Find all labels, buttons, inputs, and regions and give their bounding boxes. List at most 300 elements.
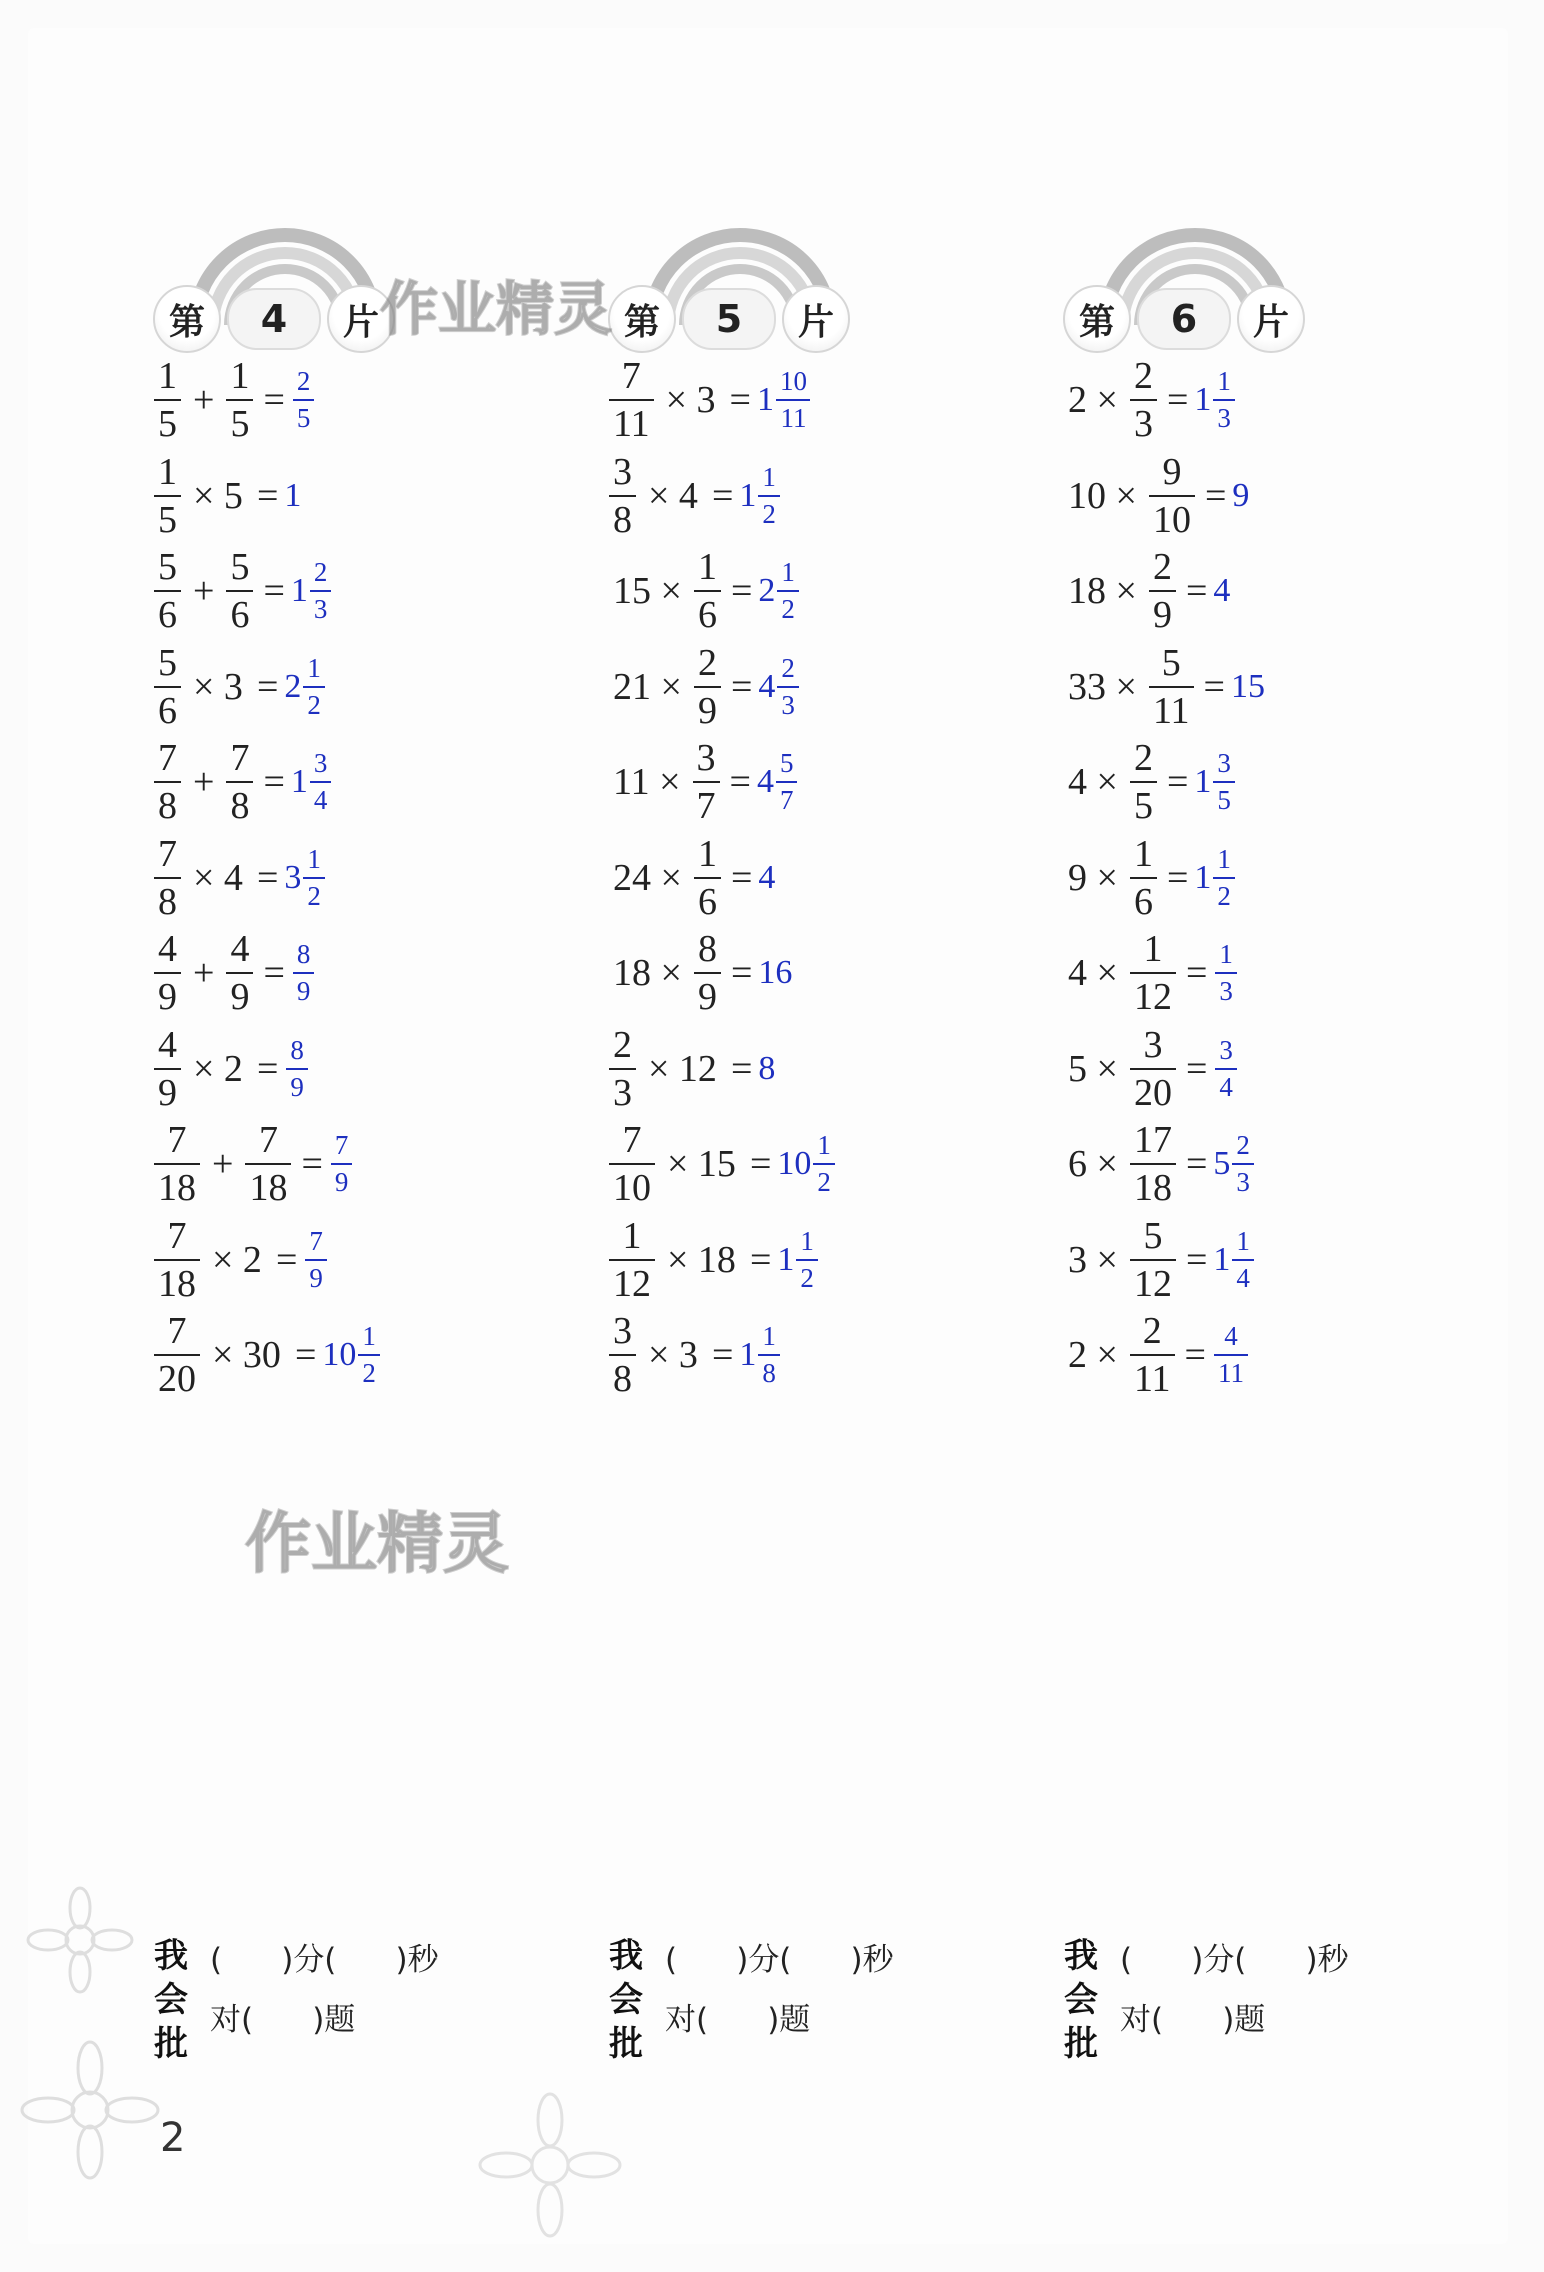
answer-whole: 10 <box>322 1336 357 1373</box>
numerator: 1 <box>1217 843 1231 874</box>
grading-footer <box>1060 1930 1490 2080</box>
denominator: 12 <box>1130 1259 1176 1303</box>
time-record: ( )分( )秒 <box>1120 1942 1349 1978</box>
denominator: 6 <box>1130 877 1157 921</box>
header-suffix-cloud: 片 <box>782 285 850 353</box>
fraction <box>1130 1023 1176 1114</box>
equals-sign: = <box>256 1047 279 1090</box>
answer <box>322 1323 382 1387</box>
operator: 4 × <box>1068 952 1118 994</box>
fraction <box>154 1312 200 1398</box>
answer <box>1213 941 1239 1005</box>
denominator: 9 <box>154 972 181 1016</box>
fraction <box>293 368 315 432</box>
equals-sign: = <box>256 665 279 708</box>
denominator: 8 <box>609 495 636 539</box>
numerator: 7 <box>622 1119 642 1161</box>
denominator: 2 <box>358 1354 380 1387</box>
operator: × 4 <box>193 856 243 899</box>
grading-label-char: 批 <box>1064 2024 1098 2064</box>
grading-label <box>154 1934 194 2066</box>
denominator: 2 <box>303 877 325 910</box>
answer-whole: 3 <box>284 858 302 896</box>
fraction <box>331 1132 353 1196</box>
denominator: 3 <box>777 686 799 719</box>
equals-sign: = <box>730 665 753 708</box>
fraction <box>776 750 798 814</box>
header-suffix-cloud: 片 <box>1237 285 1305 353</box>
denominator: 5 <box>1130 781 1157 825</box>
answer-whole: 1 <box>284 476 302 514</box>
operator: 24 × <box>613 856 682 899</box>
numerator: 2 <box>1236 1130 1250 1160</box>
fraction <box>154 930 181 1016</box>
denominator: 9 <box>154 1068 181 1112</box>
numerator: 1 <box>307 843 321 874</box>
numerator: 17 <box>1133 1119 1172 1161</box>
operator: 2 × <box>1068 1334 1118 1376</box>
operator: + <box>193 761 215 803</box>
header-prefix-cloud: 第 <box>153 285 221 353</box>
numerator: 2 <box>1142 1310 1162 1352</box>
operator: × 12 <box>648 1047 717 1090</box>
operator: × 2 <box>193 1047 243 1090</box>
fraction <box>154 450 181 541</box>
denominator: 6 <box>694 877 721 921</box>
denominator: 11 <box>1149 686 1194 730</box>
numerator: 7 <box>167 1214 187 1257</box>
answer-whole: 1 <box>739 1336 757 1373</box>
problem-row <box>1060 1295 1490 1415</box>
denominator: 6 <box>694 590 721 634</box>
denominator: 5 <box>154 495 181 539</box>
answer <box>739 461 782 529</box>
numerator: 2 <box>697 641 717 684</box>
fraction <box>1130 357 1157 443</box>
answer <box>284 652 327 720</box>
numerator: 8 <box>296 939 311 969</box>
column-2 <box>605 0 1035 2272</box>
numerator: 2 <box>296 366 311 396</box>
column-1 <box>150 0 580 2272</box>
numerator: 2 <box>313 557 328 587</box>
numerator: 1 <box>1219 939 1233 969</box>
fraction <box>609 1023 636 1114</box>
numerator: 7 <box>309 1225 323 1256</box>
equals-sign: = <box>1203 665 1225 708</box>
numerator: 9 <box>1162 450 1182 493</box>
column-3 <box>1060 0 1490 2272</box>
denominator: 3 <box>1130 399 1157 443</box>
operator: 4 × <box>1068 761 1118 803</box>
denominator: 8 <box>154 781 181 825</box>
denominator: 9 <box>694 686 721 730</box>
fraction <box>609 1121 655 1207</box>
operator: 33 × <box>1068 665 1137 708</box>
grading-label-char: 我 <box>609 1936 643 1976</box>
fraction <box>1213 750 1235 814</box>
equals-sign: = <box>256 856 279 899</box>
header-prefix-cloud: 第 <box>608 285 676 353</box>
numerator: 5 <box>1143 1214 1163 1257</box>
numerator: 5 <box>1161 641 1181 684</box>
denominator: 5 <box>226 399 253 443</box>
denominator: 12 <box>609 1259 655 1303</box>
operator: × 3 <box>665 379 716 421</box>
fraction <box>813 1132 835 1196</box>
fraction <box>609 357 654 443</box>
header-prefix-cloud: 第 <box>1063 285 1131 353</box>
numerator: 7 <box>621 355 641 397</box>
numerator: 3 <box>1143 1023 1163 1066</box>
numerator: 3 <box>613 450 632 493</box>
fraction <box>758 1323 780 1387</box>
answer <box>777 1225 820 1293</box>
denominator: 9 <box>694 972 721 1016</box>
fraction <box>1130 930 1176 1016</box>
numerator: 7 <box>167 1310 187 1352</box>
denominator: 2 <box>303 686 325 719</box>
answer <box>758 559 801 623</box>
numerator: 1 <box>230 355 250 397</box>
answer <box>1213 572 1230 610</box>
denominator: 20 <box>1130 1068 1176 1112</box>
equals-sign: = <box>729 761 751 803</box>
numerator: 3 <box>696 737 716 779</box>
grading-label <box>1064 1934 1104 2066</box>
fraction <box>1149 450 1195 541</box>
equals-sign: = <box>275 1238 298 1281</box>
fraction <box>693 739 720 825</box>
operator: 2 × <box>1068 379 1118 421</box>
fraction <box>1130 1214 1176 1305</box>
grading-label-char: 我 <box>154 1936 188 1976</box>
correct-count: 对( )题 <box>1120 2002 1266 2038</box>
correct-count: 对( )题 <box>665 2002 811 2038</box>
answer <box>1213 1034 1239 1102</box>
header-number: 4 <box>227 288 321 350</box>
section-header <box>600 225 1020 345</box>
time-record: ( )分( )秒 <box>665 1942 894 1978</box>
equals-sign: = <box>294 1334 317 1376</box>
answer-whole: 4 <box>1213 572 1231 609</box>
denominator: 8 <box>154 877 181 921</box>
answer <box>757 750 800 814</box>
fraction <box>1130 739 1157 825</box>
answer-whole: 16 <box>758 954 793 991</box>
numerator: 4 <box>1224 1321 1238 1351</box>
fraction <box>305 1225 327 1293</box>
numerator: 1 <box>158 450 177 493</box>
numerator: 7 <box>230 737 250 779</box>
denominator: 10 <box>1149 495 1195 539</box>
denominator: 18 <box>154 1259 200 1303</box>
answer <box>1212 1323 1250 1387</box>
numerator: 5 <box>779 748 794 778</box>
denominator: 3 <box>310 590 332 623</box>
numerator: 5 <box>158 641 177 684</box>
equals-sign: = <box>1185 952 1208 994</box>
numerator: 8 <box>697 928 717 970</box>
operator: 9 × <box>1068 856 1118 899</box>
operator: 5 × <box>1068 1047 1118 1090</box>
numerator: 3 <box>313 748 328 778</box>
answer-whole: 9 <box>1232 476 1250 514</box>
operator: 6 × <box>1068 1143 1118 1185</box>
answer-whole: 10 <box>777 1145 812 1182</box>
operator: 10 × <box>1068 474 1137 517</box>
grading-label-char: 会 <box>154 1980 188 2020</box>
denominator: 8 <box>226 781 253 825</box>
answer <box>1213 1225 1256 1293</box>
denominator: 11 <box>1130 1354 1175 1398</box>
numerator: 1 <box>762 461 776 492</box>
answer-whole: 2 <box>758 572 776 609</box>
header-number: 6 <box>1137 288 1231 350</box>
answer <box>777 1132 837 1196</box>
fraction <box>154 357 181 443</box>
denominator: 3 <box>1215 972 1237 1005</box>
fraction <box>226 548 253 634</box>
fraction <box>777 652 799 720</box>
section-header <box>145 225 565 345</box>
answer-whole: 4 <box>758 667 776 705</box>
fraction <box>1149 548 1176 634</box>
denominator: 4 <box>1215 1068 1237 1101</box>
denominator: 9 <box>305 1259 327 1292</box>
answer <box>1213 1132 1256 1196</box>
numerator: 3 <box>1217 748 1231 778</box>
answer <box>1194 368 1237 432</box>
answer <box>284 477 301 515</box>
grading-label-char: 会 <box>1064 1980 1098 2020</box>
numerator: 2 <box>781 652 795 683</box>
denominator: 4 <box>1232 1259 1254 1292</box>
answer-whole: 1 <box>1194 381 1212 418</box>
numerator: 7 <box>334 1130 349 1160</box>
numerator: 4 <box>158 928 177 970</box>
answer <box>758 954 792 992</box>
answer <box>758 652 801 720</box>
equals-sign: = <box>729 379 751 421</box>
answer-whole: 2 <box>284 667 302 705</box>
fraction <box>226 357 253 443</box>
operator: 18 × <box>1068 570 1137 612</box>
equals-sign: = <box>749 1238 772 1281</box>
denominator: 9 <box>1149 590 1176 634</box>
denominator: 6 <box>154 686 181 730</box>
denominator: 2 <box>796 1259 818 1292</box>
numerator: 1 <box>817 1130 831 1160</box>
numerator: 2 <box>1133 355 1153 397</box>
denominator: 8 <box>609 1354 636 1398</box>
fraction <box>1215 941 1237 1005</box>
grading-label-char: 会 <box>609 1980 643 2020</box>
grading-footer <box>605 1930 1035 2080</box>
fraction <box>303 652 325 720</box>
denominator: 10 <box>609 1163 655 1207</box>
fraction <box>310 559 332 623</box>
answer <box>291 750 334 814</box>
denominator: 11 <box>1214 1354 1248 1387</box>
answer <box>1194 750 1237 814</box>
header-suffix-cloud: 片 <box>327 285 395 353</box>
answer <box>1232 477 1249 515</box>
answer-whole: 1 <box>290 763 308 800</box>
operator: × 2 <box>212 1238 262 1281</box>
equals-sign: = <box>1204 474 1227 517</box>
answer <box>291 941 317 1005</box>
fraction <box>293 941 315 1005</box>
numerator: 1 <box>697 546 717 588</box>
operator: + <box>193 570 215 612</box>
answer <box>758 1050 775 1088</box>
section-header <box>1055 225 1475 345</box>
fraction <box>310 750 332 814</box>
numerator: 3 <box>613 1310 632 1352</box>
numerator: 2 <box>1152 546 1172 588</box>
numerator: 5 <box>230 546 250 588</box>
operator: 18 × <box>613 952 682 994</box>
numerator: 1 <box>1217 366 1231 396</box>
denominator: 2 <box>758 495 780 528</box>
equals-sign: = <box>711 1334 734 1376</box>
grading-label <box>609 1934 649 2066</box>
grading-label-char: 批 <box>609 2024 643 2064</box>
operator: + <box>193 952 215 994</box>
numerator: 1 <box>697 832 717 875</box>
fraction <box>776 368 811 432</box>
operator: × 15 <box>667 1143 736 1185</box>
equals-sign: = <box>1166 761 1189 803</box>
fraction <box>609 1312 636 1398</box>
numerator: 7 <box>258 1119 278 1161</box>
denominator: 5 <box>293 399 315 432</box>
denominator: 11 <box>609 399 654 443</box>
denominator: 6 <box>154 590 181 634</box>
numerator: 4 <box>230 928 250 970</box>
fraction <box>154 548 181 634</box>
fraction <box>777 559 799 623</box>
answer <box>758 859 775 897</box>
fraction <box>796 1225 818 1293</box>
denominator: 11 <box>776 399 810 432</box>
fraction <box>694 930 721 1016</box>
equals-sign: = <box>749 1143 772 1185</box>
answer-whole: 1 <box>1194 763 1212 800</box>
fraction <box>154 1214 200 1305</box>
equals-sign: = <box>263 761 285 803</box>
fraction <box>1215 1034 1237 1102</box>
numerator: 7 <box>167 1119 187 1161</box>
problem-row <box>605 1295 1035 1415</box>
denominator: 6 <box>226 590 253 634</box>
operator: × 3 <box>648 1334 698 1376</box>
fraction <box>358 1323 380 1387</box>
equals-sign: = <box>1185 1143 1208 1185</box>
fraction <box>303 843 325 911</box>
numerator: 1 <box>762 1321 776 1351</box>
equals-sign: = <box>1184 1334 1206 1376</box>
fraction <box>154 641 181 732</box>
denominator: 5 <box>1213 781 1235 814</box>
equals-sign: = <box>730 856 753 899</box>
fraction <box>1213 368 1235 432</box>
denominator: 9 <box>226 972 253 1016</box>
fraction <box>1149 641 1194 732</box>
fraction <box>154 1121 200 1207</box>
fraction <box>609 450 636 541</box>
equals-sign: = <box>730 570 753 612</box>
grading-footer <box>150 1930 580 2080</box>
numerator: 1 <box>781 557 795 587</box>
fraction <box>154 1023 181 1114</box>
denominator: 5 <box>154 399 181 443</box>
operator: 11 × <box>613 761 681 803</box>
answer <box>739 1323 782 1387</box>
fraction <box>1130 1312 1175 1398</box>
answer <box>1231 668 1265 706</box>
equals-sign: = <box>730 1047 753 1090</box>
answer <box>303 1225 329 1293</box>
fraction <box>694 832 721 923</box>
operator: × 18 <box>667 1238 736 1281</box>
answer-whole: 15 <box>1230 667 1265 705</box>
answer-whole: 4 <box>758 858 776 896</box>
denominator: 2 <box>1213 877 1235 910</box>
operator: 21 × <box>613 665 682 708</box>
answer-whole: 4 <box>756 763 774 800</box>
answer <box>1194 843 1237 911</box>
denominator: 2 <box>777 590 799 623</box>
answer-whole: 8 <box>758 1049 776 1087</box>
denominator: 18 <box>154 1163 200 1207</box>
equals-sign: = <box>1185 570 1208 612</box>
operator: + <box>193 379 215 421</box>
equals-sign: = <box>711 474 734 517</box>
numerator: 1 <box>1143 928 1163 970</box>
denominator: 3 <box>1232 1163 1254 1196</box>
fraction <box>694 548 721 634</box>
answer <box>757 368 813 432</box>
fraction <box>609 1214 655 1305</box>
equals-sign: = <box>1185 1238 1208 1281</box>
fraction <box>154 832 181 923</box>
numerator: 4 <box>158 1023 177 1066</box>
denominator: 18 <box>245 1163 291 1207</box>
fraction <box>758 461 780 529</box>
answer-whole: 1 <box>1194 858 1212 896</box>
equals-sign: = <box>263 952 285 994</box>
equals-sign: = <box>730 952 753 994</box>
numerator: 5 <box>158 546 177 588</box>
equals-sign: = <box>301 1143 323 1185</box>
equals-sign: = <box>1166 379 1189 421</box>
numerator: 3 <box>1219 1034 1233 1065</box>
fraction <box>1232 1225 1254 1293</box>
answer-whole: 1 <box>756 381 774 418</box>
operator: 3 × <box>1068 1238 1118 1281</box>
equals-sign: = <box>263 570 285 612</box>
fraction <box>694 641 721 732</box>
equals-sign: = <box>1166 856 1189 899</box>
denominator: 9 <box>293 972 315 1005</box>
watermark-top: 作业精灵 <box>380 275 613 343</box>
fraction <box>1214 1323 1248 1387</box>
fraction <box>226 739 253 825</box>
watermark-middle: 作业精灵 <box>245 1505 509 1582</box>
operator: × 5 <box>193 474 243 517</box>
